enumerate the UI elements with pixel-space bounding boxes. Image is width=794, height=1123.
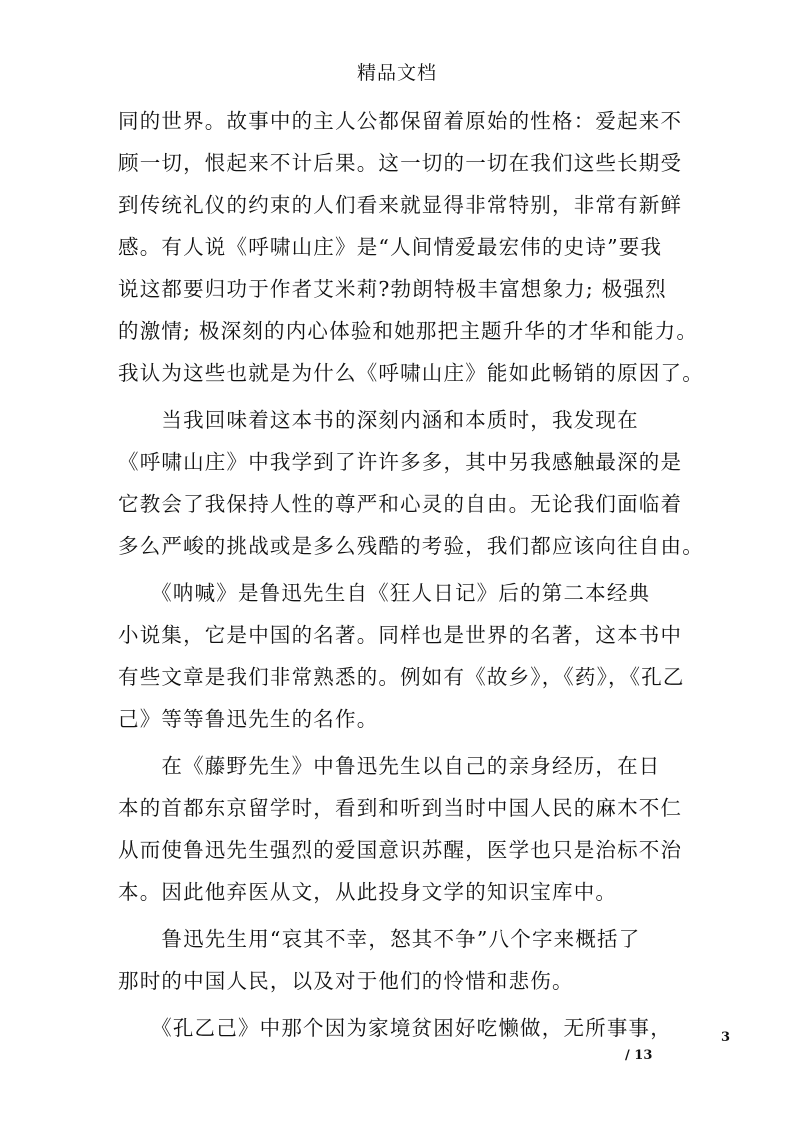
text-line: 到传统礼仪的约束的人们看来就显得非常特别，非常有新鲜 (118, 193, 683, 217)
text-line: 己》等等鲁迅先生的名作。 (118, 707, 379, 731)
document-header-title: 精品文档 (356, 62, 437, 84)
text-line: 鲁迅先生用“哀其不幸，怒其不争”八个字来概括了 (118, 927, 641, 951)
text-line: 本。因此他弃医从文，从此投身文学的知识宝库中。 (118, 880, 618, 904)
text-line: 《呼啸山庄》中我学到了许许多多，其中另我感触最深的是 (118, 450, 683, 474)
document-body (118, 100, 704, 1049)
text-line: 从而使鲁迅先生强烈的爱国意识苏醒，医学也只是治标不治 (118, 838, 683, 862)
text-line: 我认为这些也就是为什么《呼啸山庄》能如此畅销的原因了。 (118, 361, 704, 385)
text-line: 的激情; 极深刻的内心体验和她那把主题升华的才华和能力。 (118, 319, 699, 343)
text-line: 《呐喊》是鲁迅先生自《狂人日记》后的第二本经典 (118, 581, 651, 605)
text-line: 同的世界。故事中的主人公都保留着原始的性格：爱起来不 (118, 109, 683, 133)
text-line: 它教会了我保持人性的尊严和心灵的自由。无论我们面临着 (118, 492, 683, 516)
text-line: 当我回味着这本书的深刻内涵和本质时，我发现在 (118, 408, 639, 432)
text-line: 那时的中国人民，以及对于他们的怜惜和悲伤。 (118, 969, 574, 993)
text-line: 感。有人说《呼啸山庄》是“人间情爱最宏伟的史诗”要我 (118, 235, 663, 259)
text-line: 说这都要归功于作者艾米莉?勃朗特极丰富想象力; 极强烈 (118, 277, 667, 301)
text-line: 在《藤野先生》中鲁迅先生以自己的亲身经历，在日 (118, 754, 661, 778)
text-line: 小说集，它是中国的名著。同样也是世界的名著，这本书中 (118, 623, 683, 647)
text-line: 多么严峻的挑战或是多么残酷的考验，我们都应该向往自由。 (118, 534, 704, 558)
text-line: 《孔乙己》中那个因为家境贫困好吃懒做，无所事事， (118, 1016, 672, 1040)
page-total: / 13 (625, 1048, 653, 1063)
page-number: 3 (721, 1030, 731, 1045)
text-line: 有些文章是我们非常熟悉的。例如有《故乡》，《药》，《孔乙 (118, 665, 685, 689)
text-line: 本的首都东京留学时，看到和听到当时中国人民的麻木不仁 (118, 796, 683, 820)
text-line: 顾一切，恨起来不计后果。这一切的一切在我们这些长期受 (118, 151, 683, 175)
